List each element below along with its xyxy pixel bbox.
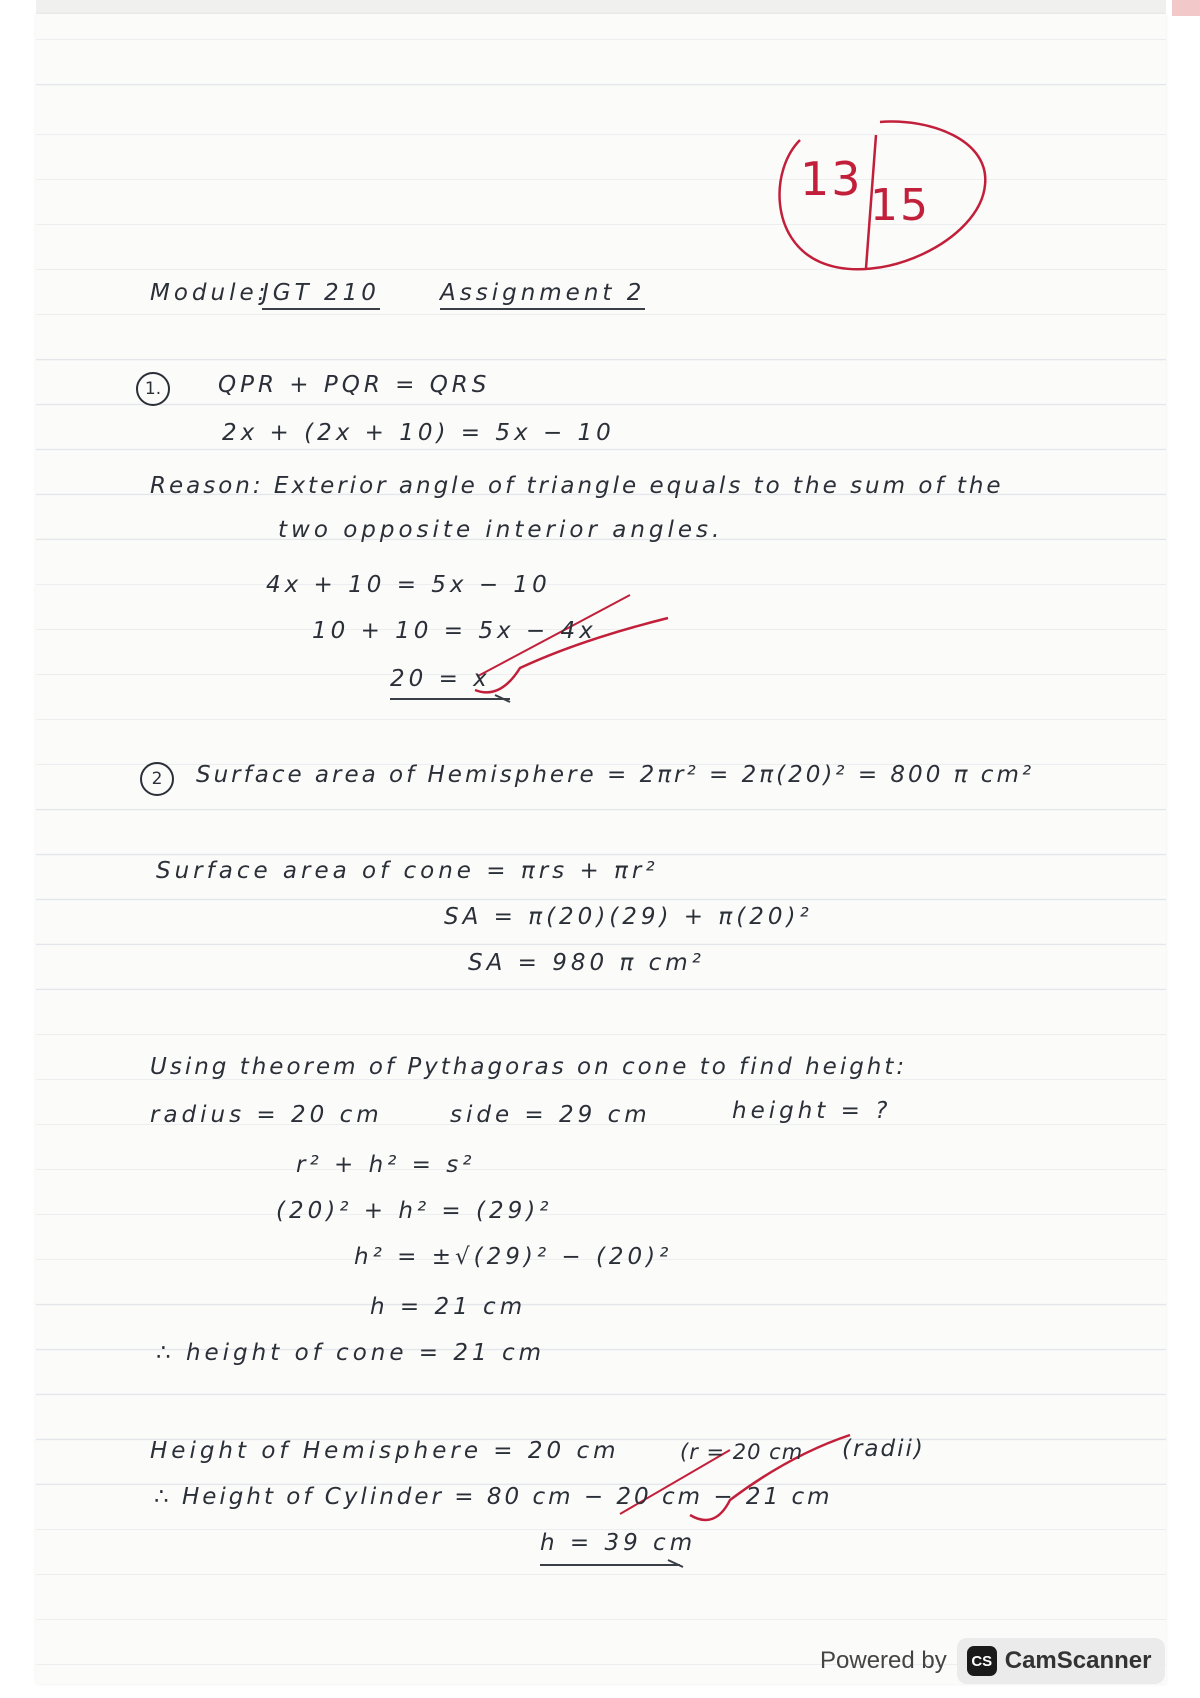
camscanner-watermark bbox=[820, 1638, 1165, 1684]
grade-total: 15 bbox=[870, 180, 930, 231]
q2-answer-arrow bbox=[540, 1564, 680, 1566]
question-1-number: 1. bbox=[136, 372, 170, 406]
q1-equation-1: 2x + (2x + 10) = 5x − 10 bbox=[222, 420, 615, 446]
question-2-number: 2 bbox=[140, 762, 174, 796]
q2-radii-note: (radii) bbox=[842, 1436, 925, 1462]
assignment-title: Assignment 2 bbox=[440, 280, 645, 310]
q1-reason-line-2: two opposite interior angles. bbox=[278, 517, 724, 543]
q2-sa-step-2: SA = 980 π cm² bbox=[468, 950, 705, 976]
module-label: Module: bbox=[150, 280, 270, 306]
q1-equation-2: 4x + 10 = 5x − 10 bbox=[266, 572, 551, 598]
q1-answer-arrow bbox=[390, 698, 510, 700]
q2-sa-step-1: SA = π(20)(29) + π(20)² bbox=[444, 904, 813, 930]
q2-radius: radius = 20 cm bbox=[150, 1102, 383, 1128]
q2-pythagoras-intro: Using theorem of Pythagoras on cone to find height: bbox=[150, 1054, 908, 1080]
q2-hemisphere-height: Height of Hemisphere = 20 cm bbox=[150, 1438, 620, 1464]
q1-angle-equation: QPR + PQR = QRS bbox=[218, 372, 491, 398]
q1-reason-line-1: Reason: Exterior angle of triangle equals to the sum of the bbox=[150, 473, 1004, 499]
q2-radius-note: (r = 20 cm bbox=[680, 1440, 804, 1464]
q2-pythagoras-1: r² + h² = s² bbox=[296, 1152, 476, 1178]
q2-height-question: height = ? bbox=[732, 1098, 892, 1124]
q2-cone-area: Surface area of cone = πrs + πr² bbox=[156, 858, 659, 884]
camscanner-logo-icon: CS bbox=[967, 1646, 997, 1676]
q2-hemisphere-area: Surface area of Hemisphere = 2πr² = 2π(20)² = 800 π cm² bbox=[196, 762, 1035, 788]
powered-by-text: Powered by bbox=[820, 1647, 947, 1674]
camscanner-name: CamScanner bbox=[1004, 1647, 1152, 1674]
q2-cylinder-height: ∴ Height of Cylinder = 80 cm − 20 cm − 21 cm bbox=[154, 1484, 833, 1510]
q2-cone-height: ∴ height of cone = 21 cm bbox=[156, 1340, 546, 1366]
q2-cylinder-answer: h = 39 cm bbox=[540, 1530, 697, 1556]
q2-pythagoras-2: (20)² + h² = (29)² bbox=[276, 1198, 553, 1224]
q2-pythagoras-3: h² = ±√(29)² − (20)² bbox=[354, 1244, 673, 1270]
q1-equation-3: 10 + 10 = 5x − 4x bbox=[312, 618, 597, 644]
q2-side: side = 29 cm bbox=[450, 1102, 651, 1128]
q1-answer: 20 = x bbox=[390, 666, 491, 692]
module-code: JGT 210 bbox=[262, 280, 380, 310]
grade-score: 13 bbox=[800, 152, 863, 206]
q2-pythagoras-4: h = 21 cm bbox=[370, 1294, 527, 1320]
camscanner-badge bbox=[957, 1638, 1166, 1684]
